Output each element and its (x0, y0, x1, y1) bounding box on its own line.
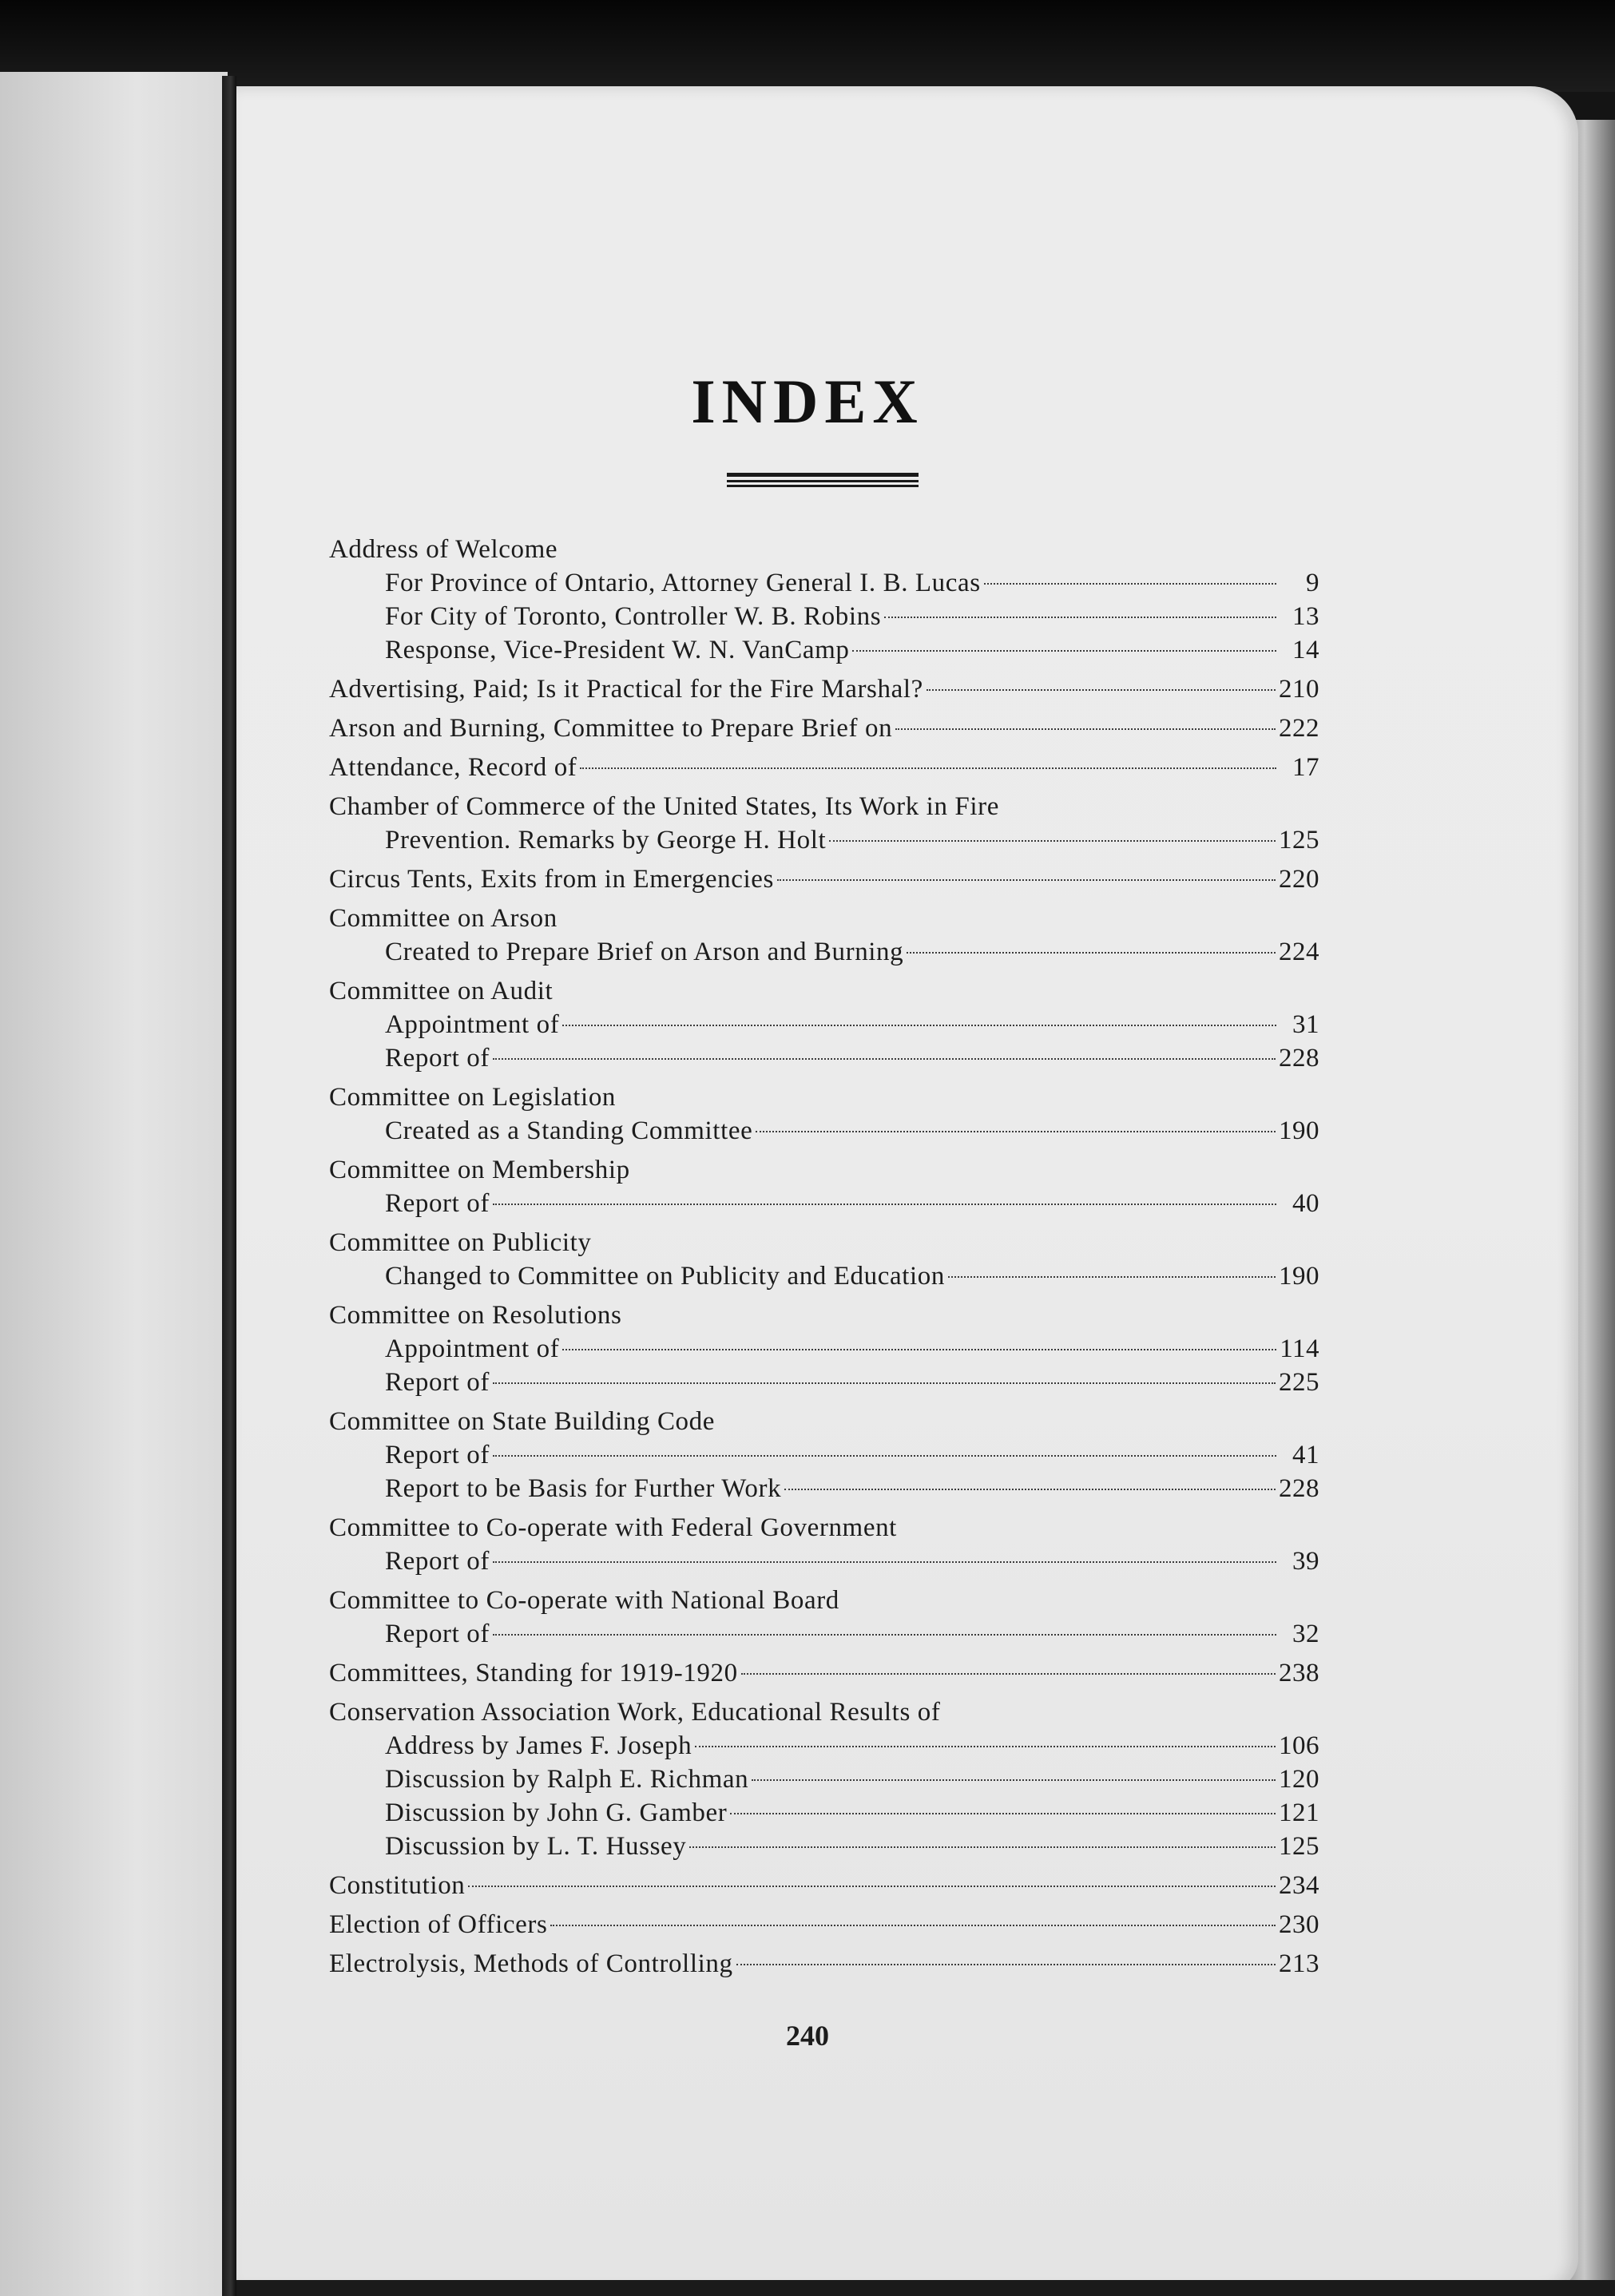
subentry-text: Changed to Committee on Publicity and Education (385, 1262, 945, 1291)
subentry-text: Discussion by John G. Gamber (385, 1798, 728, 1827)
index-heading (329, 1153, 1319, 1187)
index-entry (329, 1908, 1319, 1941)
index-subentry (329, 1114, 1319, 1148)
index-heading (329, 1908, 1319, 1941)
index-subentry (329, 1187, 1319, 1220)
heading-text: Constitution (329, 1871, 466, 1900)
subentry-text: Report of (385, 1441, 490, 1469)
dot-leader (777, 879, 1276, 881)
heading-text: Electrolysis, Methods of Controlling (329, 1949, 733, 1978)
subentry-text: For Province of Ontario, Attorney General I. B. Lucas (385, 569, 981, 597)
dot-leader (493, 1634, 1276, 1636)
page-reference: 125 (1279, 1832, 1319, 1861)
dot-leader (927, 689, 1276, 691)
dot-leader (550, 1925, 1276, 1926)
subentry-text: Address by James F. Joseph (385, 1731, 692, 1760)
index-subentry (329, 935, 1319, 969)
index-heading (329, 1081, 1319, 1114)
index-entry (329, 1081, 1319, 1148)
heading-text: Committee on Resolutions (329, 1301, 622, 1330)
scan-top-border (0, 0, 1615, 92)
index-subentry (329, 1472, 1319, 1505)
heading-text: Committee to Co-operate with Federal Government (329, 1513, 897, 1542)
subentry-text: Report of (385, 1620, 490, 1648)
dot-leader (884, 617, 1276, 618)
dot-leader (756, 1131, 1276, 1132)
subentry-text: Appointment of (385, 1010, 560, 1039)
heading-text: Election of Officers (329, 1910, 548, 1939)
subentry-text: Report of (385, 1547, 490, 1576)
page-reference: 224 (1279, 938, 1319, 966)
index-entry (329, 790, 1319, 857)
index-entry (329, 1511, 1319, 1578)
index-entry (329, 1299, 1319, 1399)
dot-leader (580, 767, 1276, 769)
index-heading (329, 751, 1319, 784)
dot-leader (689, 1846, 1276, 1848)
index-entry (329, 1695, 1319, 1863)
page-reference: 228 (1279, 1474, 1319, 1503)
heading-text: Circus Tents, Exits from in Emergencies (329, 865, 774, 894)
subentry-text: Created as a Standing Committee (385, 1116, 753, 1145)
index-entry (329, 862, 1319, 896)
index-entry (329, 712, 1319, 745)
subentry-text: Report of (385, 1044, 490, 1073)
heading-text: Committee on Publicity (329, 1228, 592, 1257)
dot-leader (907, 952, 1276, 954)
page-reference: 234 (1279, 1871, 1319, 1900)
dot-leader (562, 1025, 1276, 1026)
page-reference: 31 (1292, 1010, 1319, 1039)
index-heading (329, 1511, 1319, 1545)
heading-text: Chamber of Commerce of the United States, Its Work in Fire (329, 792, 999, 821)
heading-text: Committees, Standing for 1919-1920 (329, 1659, 738, 1687)
heading-text: Committee on Arson (329, 904, 558, 933)
dot-leader (695, 1746, 1276, 1747)
index-subentry (329, 1332, 1319, 1366)
index-subentry (329, 566, 1319, 600)
index-heading (329, 1695, 1319, 1729)
page-reference: 120 (1279, 1765, 1319, 1794)
heading-text: Committee on Legislation (329, 1083, 617, 1112)
index-heading (329, 1584, 1319, 1617)
dot-leader (493, 1561, 1276, 1563)
page-reference: 190 (1279, 1116, 1319, 1145)
subentry-text: Discussion by L. T. Hussey (385, 1832, 687, 1861)
index-subentry (329, 1617, 1319, 1651)
index-subentry (329, 1438, 1319, 1472)
page-reference: 39 (1292, 1547, 1319, 1576)
page-reference: 114 (1280, 1334, 1319, 1363)
index-entry (329, 902, 1319, 969)
page-reference: 210 (1279, 675, 1319, 704)
dot-leader (562, 1349, 1276, 1350)
index-subentry (329, 1008, 1319, 1041)
page-reference: 190 (1279, 1262, 1319, 1291)
index-entry (329, 1153, 1319, 1220)
index-entry (329, 1947, 1319, 1981)
index-heading (329, 1869, 1319, 1902)
page-title: INDEX (691, 367, 924, 436)
page-reference: 213 (1279, 1949, 1319, 1978)
index-subentry (329, 1763, 1319, 1796)
index-subentry (329, 600, 1319, 633)
index-heading (329, 1656, 1319, 1690)
index-entry (329, 672, 1319, 706)
index-heading (329, 902, 1319, 935)
page-reference: 17 (1292, 753, 1319, 782)
index-subentry (329, 1545, 1319, 1578)
index-entry (329, 1869, 1319, 1902)
index-entry (329, 1656, 1319, 1690)
index-subentry (329, 1796, 1319, 1830)
index-subentry (329, 1830, 1319, 1863)
index-heading (329, 533, 1319, 566)
subentry-text: For City of Toronto, Controller W. B. Robins (385, 602, 882, 631)
index-entry (329, 751, 1319, 784)
page-reference: 9 (1306, 569, 1319, 597)
page-reference: 121 (1279, 1798, 1319, 1827)
index-subentry (329, 1729, 1319, 1763)
heading-text: Advertising, Paid; Is it Practical for the Fire Marshal? (329, 675, 923, 704)
subentry-text: Prevention. Remarks by George H. Holt (385, 826, 827, 855)
index-heading (329, 862, 1319, 896)
page-reference: 13 (1292, 602, 1319, 631)
index-entry (329, 1405, 1319, 1505)
subentry-text: Report to be Basis for Further Work (385, 1474, 782, 1503)
subentry-text: Discussion by Ralph E. Richman (385, 1765, 749, 1794)
page-reference: 220 (1279, 865, 1319, 894)
index-heading (329, 1405, 1319, 1438)
heading-text: Arson and Burning, Committee to Prepare Brief on (329, 714, 893, 743)
scan-bottom-border (236, 2280, 1615, 2296)
index-heading (329, 1226, 1319, 1259)
page-reference: 238 (1279, 1659, 1319, 1687)
dot-leader (493, 1455, 1276, 1457)
dot-leader (468, 1886, 1276, 1887)
heading-text: Address of Welcome (329, 535, 558, 564)
heading-text: Committee on Audit (329, 977, 554, 1005)
heading-text: Conservation Association Work, Educational Results of (329, 1698, 941, 1727)
index-heading (329, 1947, 1319, 1981)
dot-leader (493, 1058, 1276, 1060)
page-reference: 14 (1292, 636, 1319, 664)
page-reference: 32 (1292, 1620, 1319, 1648)
index-heading (329, 790, 1319, 823)
subentry-text: Response, Vice-President W. N. VanCamp (385, 636, 850, 664)
dot-leader (984, 583, 1276, 585)
dot-leader (948, 1276, 1276, 1278)
page-reference: 228 (1279, 1044, 1319, 1073)
index-subentry (329, 1041, 1319, 1075)
page-number: 240 (786, 2020, 829, 2052)
subentry-text: Report of (385, 1189, 490, 1218)
index-entry (329, 1226, 1319, 1293)
dot-leader (784, 1489, 1276, 1490)
dot-leader (493, 1204, 1276, 1205)
page-reference: 40 (1292, 1189, 1319, 1218)
page-reference: 225 (1279, 1368, 1319, 1397)
page-reference: 41 (1292, 1441, 1319, 1469)
subentry-text: Report of (385, 1368, 490, 1397)
dot-leader (736, 1964, 1276, 1965)
index-entry (329, 1584, 1319, 1651)
heading-text: Committee on State Building Code (329, 1407, 716, 1436)
index-subentry (329, 633, 1319, 667)
index-entries (329, 527, 1319, 1981)
page-reference: 125 (1279, 826, 1319, 855)
dot-leader (895, 728, 1276, 730)
subentry-text: Appointment of (385, 1334, 560, 1363)
heading-text: Committee on Membership (329, 1156, 630, 1184)
index-subentry (329, 823, 1319, 857)
dot-leader (852, 650, 1276, 652)
index-entry (329, 974, 1319, 1075)
dot-leader (730, 1813, 1276, 1814)
index-heading (329, 672, 1319, 706)
index-subentry (329, 1259, 1319, 1293)
index-heading (329, 712, 1319, 745)
dot-leader (741, 1673, 1276, 1675)
heading-text: Attendance, Record of (329, 753, 577, 782)
index-entry (329, 533, 1319, 667)
dot-leader (493, 1382, 1276, 1384)
dot-leader (752, 1779, 1276, 1781)
page-reference: 106 (1279, 1731, 1319, 1760)
dot-leader (829, 840, 1276, 842)
subentry-text: Created to Prepare Brief on Arson and Burning (385, 938, 904, 966)
index-subentry (329, 1366, 1319, 1399)
page-reference: 222 (1279, 714, 1319, 743)
heading-text: Committee to Co-operate with National Board (329, 1586, 839, 1615)
index-heading (329, 1299, 1319, 1332)
title-double-rule (727, 473, 919, 487)
index-heading (329, 974, 1319, 1008)
page-reference: 230 (1279, 1910, 1319, 1939)
